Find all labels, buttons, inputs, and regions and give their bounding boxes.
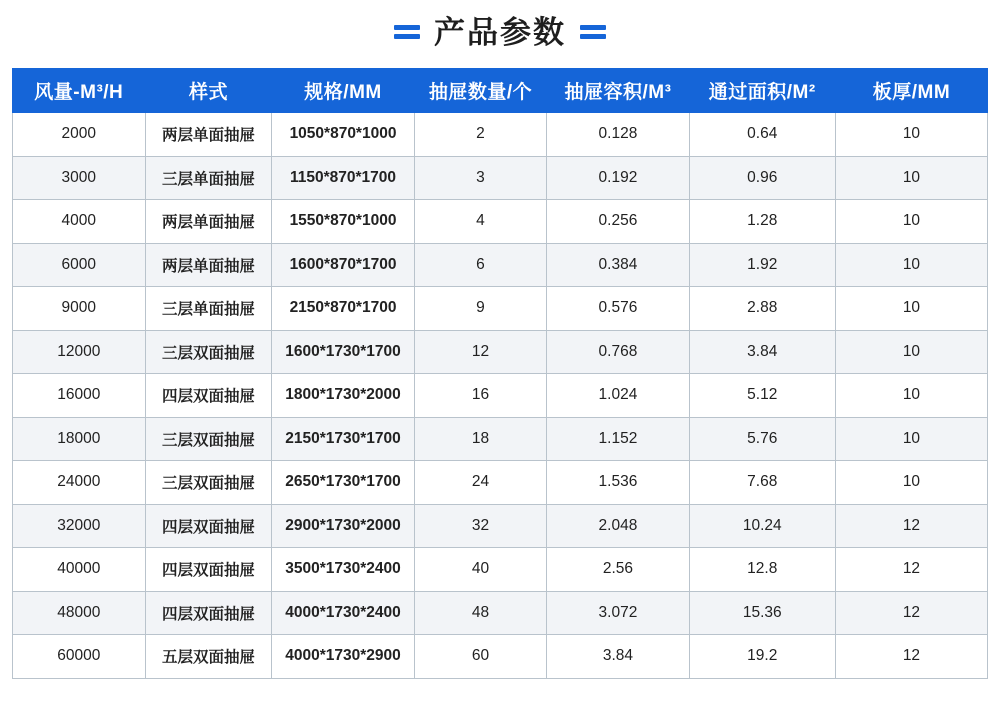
cell-style: 两层单面抽屉 (145, 243, 272, 287)
cell-pass-area: 10.24 (689, 504, 835, 548)
cell-drawer-volume: 0.256 (547, 200, 689, 244)
cell-plate-thickness: 10 (835, 417, 987, 461)
cell-airflow: 32000 (13, 504, 146, 548)
cell-style: 三层单面抽屉 (145, 287, 272, 331)
cell-style: 四层双面抽屉 (145, 374, 272, 418)
product-spec-table (12, 68, 988, 679)
cell-plate-thickness: 10 (835, 330, 987, 374)
table-row (13, 330, 988, 374)
cell-plate-thickness: 12 (835, 635, 987, 679)
cell-drawer-volume: 1.536 (547, 461, 689, 505)
cell-style: 三层双面抽屉 (145, 461, 272, 505)
cell-drawer-volume: 1.024 (547, 374, 689, 418)
cell-drawer-count: 60 (414, 635, 547, 679)
cell-pass-area: 0.64 (689, 113, 835, 157)
cell-drawer-volume: 2.048 (547, 504, 689, 548)
cell-pass-area: 12.8 (689, 548, 835, 592)
table-row (13, 156, 988, 200)
cell-airflow: 12000 (13, 330, 146, 374)
cell-size: 2150*1730*1700 (272, 417, 414, 461)
cell-drawer-count: 24 (414, 461, 547, 505)
cell-drawer-volume: 0.128 (547, 113, 689, 157)
table-header-row (13, 69, 988, 113)
column-header-drawer-volume: 抽屉容积/M³ (547, 69, 689, 113)
cell-plate-thickness: 10 (835, 374, 987, 418)
cell-size: 4000*1730*2900 (272, 635, 414, 679)
cell-drawer-count: 40 (414, 548, 547, 592)
cell-pass-area: 2.88 (689, 287, 835, 331)
cell-plate-thickness: 10 (835, 156, 987, 200)
cell-airflow: 48000 (13, 591, 146, 635)
cell-airflow: 40000 (13, 548, 146, 592)
cell-airflow: 9000 (13, 287, 146, 331)
cell-size: 1150*870*1700 (272, 156, 414, 200)
cell-plate-thickness: 12 (835, 504, 987, 548)
table-row (13, 504, 988, 548)
cell-pass-area: 15.36 (689, 591, 835, 635)
column-header-size: 规格/MM (272, 69, 414, 113)
equals-bars-right-icon (580, 23, 606, 41)
cell-drawer-count: 48 (414, 591, 547, 635)
cell-style: 四层双面抽屉 (145, 548, 272, 592)
cell-drawer-volume: 3.84 (547, 635, 689, 679)
cell-pass-area: 1.28 (689, 200, 835, 244)
cell-plate-thickness: 10 (835, 461, 987, 505)
cell-drawer-count: 3 (414, 156, 547, 200)
cell-size: 2650*1730*1700 (272, 461, 414, 505)
cell-drawer-count: 6 (414, 243, 547, 287)
cell-style: 三层双面抽屉 (145, 330, 272, 374)
cell-drawer-count: 12 (414, 330, 547, 374)
cell-size: 2150*870*1700 (272, 287, 414, 331)
cell-pass-area: 5.12 (689, 374, 835, 418)
table-body (13, 113, 988, 679)
cell-drawer-count: 2 (414, 113, 547, 157)
table-row (13, 243, 988, 287)
cell-size: 1800*1730*2000 (272, 374, 414, 418)
cell-size: 3500*1730*2400 (272, 548, 414, 592)
cell-size: 1550*870*1000 (272, 200, 414, 244)
column-header-style: 样式 (145, 69, 272, 113)
cell-plate-thickness: 12 (835, 591, 987, 635)
page-title: 产品参数 (434, 14, 566, 50)
table-row (13, 461, 988, 505)
cell-pass-area: 5.76 (689, 417, 835, 461)
cell-size: 1600*870*1700 (272, 243, 414, 287)
cell-drawer-volume: 3.072 (547, 591, 689, 635)
cell-drawer-volume: 0.768 (547, 330, 689, 374)
cell-airflow: 6000 (13, 243, 146, 287)
table-row (13, 635, 988, 679)
cell-airflow: 60000 (13, 635, 146, 679)
cell-pass-area: 1.92 (689, 243, 835, 287)
cell-drawer-count: 9 (414, 287, 547, 331)
table-header (13, 69, 988, 113)
equals-bars-left-icon (394, 23, 420, 41)
cell-size: 2900*1730*2000 (272, 504, 414, 548)
cell-pass-area: 19.2 (689, 635, 835, 679)
cell-style: 两层单面抽屉 (145, 113, 272, 157)
cell-size: 1600*1730*1700 (272, 330, 414, 374)
table-row (13, 591, 988, 635)
cell-airflow: 24000 (13, 461, 146, 505)
cell-style: 四层双面抽屉 (145, 504, 272, 548)
cell-style: 五层双面抽屉 (145, 635, 272, 679)
cell-size: 4000*1730*2400 (272, 591, 414, 635)
cell-drawer-volume: 1.152 (547, 417, 689, 461)
cell-airflow: 2000 (13, 113, 146, 157)
column-header-pass-area: 通过面积/M² (689, 69, 835, 113)
cell-plate-thickness: 10 (835, 287, 987, 331)
column-header-airflow: 风量-M³/H (13, 69, 146, 113)
cell-pass-area: 3.84 (689, 330, 835, 374)
cell-drawer-count: 16 (414, 374, 547, 418)
table-row (13, 548, 988, 592)
spec-table-container (12, 68, 988, 679)
cell-plate-thickness: 12 (835, 548, 987, 592)
column-header-drawer-count: 抽屉数量/个 (414, 69, 547, 113)
table-row (13, 287, 988, 331)
cell-style: 三层双面抽屉 (145, 417, 272, 461)
cell-airflow: 4000 (13, 200, 146, 244)
page-title-bar (0, 4, 1000, 60)
cell-style: 三层单面抽屉 (145, 156, 272, 200)
cell-plate-thickness: 10 (835, 243, 987, 287)
cell-drawer-volume: 0.192 (547, 156, 689, 200)
cell-plate-thickness: 10 (835, 113, 987, 157)
cell-drawer-count: 32 (414, 504, 547, 548)
cell-drawer-count: 4 (414, 200, 547, 244)
table-row (13, 417, 988, 461)
cell-drawer-volume: 0.384 (547, 243, 689, 287)
cell-drawer-count: 18 (414, 417, 547, 461)
column-header-plate-thickness: 板厚/MM (835, 69, 987, 113)
cell-airflow: 18000 (13, 417, 146, 461)
cell-plate-thickness: 10 (835, 200, 987, 244)
cell-drawer-volume: 0.576 (547, 287, 689, 331)
cell-style: 两层单面抽屉 (145, 200, 272, 244)
cell-size: 1050*870*1000 (272, 113, 414, 157)
cell-drawer-volume: 2.56 (547, 548, 689, 592)
cell-airflow: 16000 (13, 374, 146, 418)
cell-pass-area: 7.68 (689, 461, 835, 505)
cell-style: 四层双面抽屉 (145, 591, 272, 635)
table-row (13, 374, 988, 418)
cell-pass-area: 0.96 (689, 156, 835, 200)
cell-airflow: 3000 (13, 156, 146, 200)
table-row (13, 200, 988, 244)
table-row (13, 113, 988, 157)
